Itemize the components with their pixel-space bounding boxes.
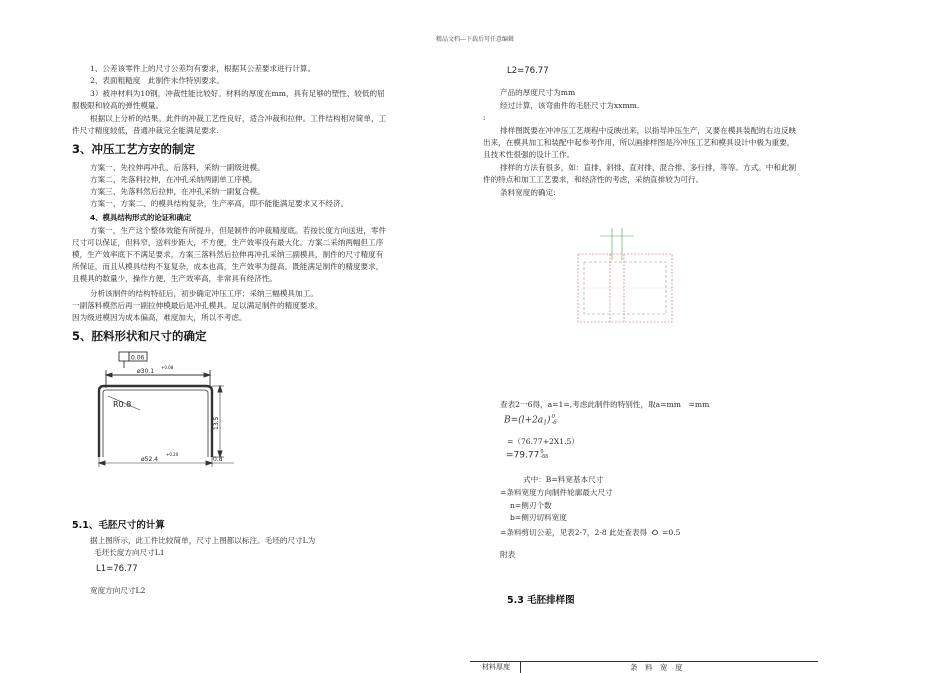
legend-contour: =条料宽度方向制件轮廓最大尺寸 xyxy=(500,488,613,497)
para-material-cont: 服极限和较高的弹性模量。 xyxy=(72,101,164,110)
para-analysis: 根据以上分析的结果。此件的冲裁工艺性良好，适合冲裁和拉伸。工件结构相对简单，工 xyxy=(90,114,387,123)
radius-label: R0.8 xyxy=(113,400,132,409)
discussion-6: 分析该制件的结构特征后，初步确定冲压工序；采纳三幅模具加工。 xyxy=(90,289,318,298)
layout-para-3: 且技术性很强的设计工作。 xyxy=(483,150,575,159)
calc-length: 毛坯长度方向尺寸L1 xyxy=(94,548,165,557)
product-thickness: 产品的厚度尺寸为mm xyxy=(500,88,576,97)
formula-width-index: 1 xyxy=(543,419,548,427)
discussion-5: 且模具的数量少，操作方便，生产效率高，非常具有经济性。 xyxy=(72,274,278,283)
layout-para-2: 出来，在模具加工和装配中起参考作用，所以画排样图是冷冲压工艺和模具设计中极为重要， xyxy=(483,138,795,147)
page-header: 精品文档---下载后可任意编辑 xyxy=(435,36,515,43)
calc-intro: 据上图所示，此工件比较简单，尺寸上图都以标注。毛坯的尺寸L为 xyxy=(90,536,316,545)
para-analysis-cont: 件尺寸精度较低，普通冲裁完全能满足要求. xyxy=(72,126,219,135)
section-5-1-heading: 5.1、毛胚尺寸的计算 xyxy=(72,520,165,531)
section-4-heading: 4、模具结构形式的论证和确定 xyxy=(90,213,192,222)
formula-result-sub: -δδ xyxy=(540,454,549,460)
formula-result-sup: 0 xyxy=(540,449,544,455)
table-header-thickness: 材料厚度 xyxy=(482,663,510,671)
para-roughness: 2、表面粗糙度 此制件未作特别要求。 xyxy=(90,76,224,85)
legend-shear-tol xyxy=(500,527,680,539)
tol-value: 0.06 xyxy=(131,354,145,362)
formula-width-sub: -δ xyxy=(551,420,557,426)
layout-para-1: 排样图既要在冲冲压工艺规程中反映出来，以指导冲压生产，又要在模具装配的右边反映 xyxy=(500,126,797,135)
plan-3: 方案三、先落料然后拉伸，在冲孔采纳一副复合模。 xyxy=(90,187,265,196)
stray-colon: : xyxy=(483,113,486,122)
table-divider xyxy=(520,662,521,673)
section-5-3-heading: 5.3 毛胚排样图 xyxy=(507,595,575,606)
discussion-2: 尺寸可以保证，但料窄，送料步距大，不方便，生产效率没有最大化。方案二采纳两幅但工序 xyxy=(72,238,384,247)
legend-b-side: b=侧刃切料宽度 xyxy=(510,513,567,522)
shear-tol-value: =0.5 xyxy=(661,528,681,537)
section-5-heading: 5、胚料形状和尺寸的确定 xyxy=(72,329,207,343)
thickness-label: 0.8 xyxy=(213,456,223,463)
calc-width: 宽度方向尺寸L2 xyxy=(90,586,146,595)
formula-result xyxy=(506,450,548,461)
plan-2: 方案二、先落料拉伸，在冲孔采纳两副单工序模。 xyxy=(90,175,258,184)
discussion-4: 所保证，而且从模具结构不复复杂，成本也高，生产效率为提高。既能满足制件的精度要求， xyxy=(72,262,384,271)
strip-width-title: 条料宽度的确定: xyxy=(500,188,556,197)
formula-width-close: ) xyxy=(547,415,551,426)
table-header-width: 条 料 宽 度 xyxy=(630,663,683,672)
part-drawing xyxy=(86,348,236,470)
appendix-label: 附表 xyxy=(500,550,516,559)
legend-b: 式中：B=料宽基本尺寸 xyxy=(523,475,604,484)
formula-substitution: =（76.77+2X1.5） xyxy=(507,437,579,446)
strip-width-table xyxy=(470,661,818,673)
height-label: 13.5 xyxy=(213,416,220,430)
legend-n: n=侧刃个数 xyxy=(510,501,552,510)
discussion-8: 因为级进模因为成本偏高，难度加大，所以不考虑。 xyxy=(72,313,247,322)
discussion-3: 模，生产效率底下不满足要求，方案三落料然后拉伸再冲孔采纳三副模具，制件的尺寸精度有 xyxy=(72,250,384,259)
lookup-table-note: 查表2一6得，a=1=,考虑此制件的特别性，取a=mm =mm xyxy=(500,400,710,409)
discussion-1: 方案一，生产这个整体效能有所提升，但是制件的冲裁精度底。若按长度方向送进，零件 xyxy=(90,226,387,235)
layout-para-4: 排样的方法有很多，如：直排、斜排、直对排、混合排、多行排，等等。方式。中和此制 xyxy=(500,163,797,172)
bottom-diameter-tol: +0.20 xyxy=(166,452,179,457)
delta-symbol-icon xyxy=(650,527,660,536)
formula-width-main: B=(l+2a xyxy=(504,415,544,426)
bottom-diameter: ø52.4 xyxy=(141,456,159,463)
plan-4: 方案一、方案二、的模具结构复杂，生产率高，即不能能满足要求又不经济。 xyxy=(90,199,349,208)
para-tolerance: 1、公差该零件上的尺寸公差均有要求，根据其公差要求进行计算。 xyxy=(90,64,316,73)
tol-symbol-box xyxy=(119,352,129,361)
l1-value: L1=76.77 xyxy=(96,564,138,574)
blank-size: 经过计算，该弯曲件的毛胚尺寸为xxmm. xyxy=(500,101,640,110)
layout-para-5: 件的特点和加工工艺要求，和经济性的考虑，采纳直排较为可行。 xyxy=(483,175,704,184)
formula-width xyxy=(504,414,557,427)
top-diameter: ø30.1 xyxy=(137,368,155,375)
top-diameter-tol: +0.08 xyxy=(161,365,174,370)
plan-1: 方案一、先拉伸再冲孔，后落料，采纳一副级进模。 xyxy=(90,163,265,172)
shear-tol-text: =条料剪切公差，见表2-7，2-8 此处查表得 xyxy=(500,528,648,537)
strip-layout-drawing xyxy=(570,226,680,336)
para-material: 3）被冲材料为10钢，冲裁性能比较好。材料的厚度在mm，具有足够的塑性、较低的屈 xyxy=(90,89,385,98)
section-3-heading: 3、冲压工艺方安的制定 xyxy=(72,142,196,156)
formula-result-value: =79.77 xyxy=(506,450,540,461)
l2-value: L2=76.77 xyxy=(507,66,549,76)
discussion-7: 一副落料模然后再一副拉伸模最后是冲孔模具。足以满足制件的精度要求。 xyxy=(72,301,323,310)
formula-width-sup: 0 xyxy=(551,414,556,420)
